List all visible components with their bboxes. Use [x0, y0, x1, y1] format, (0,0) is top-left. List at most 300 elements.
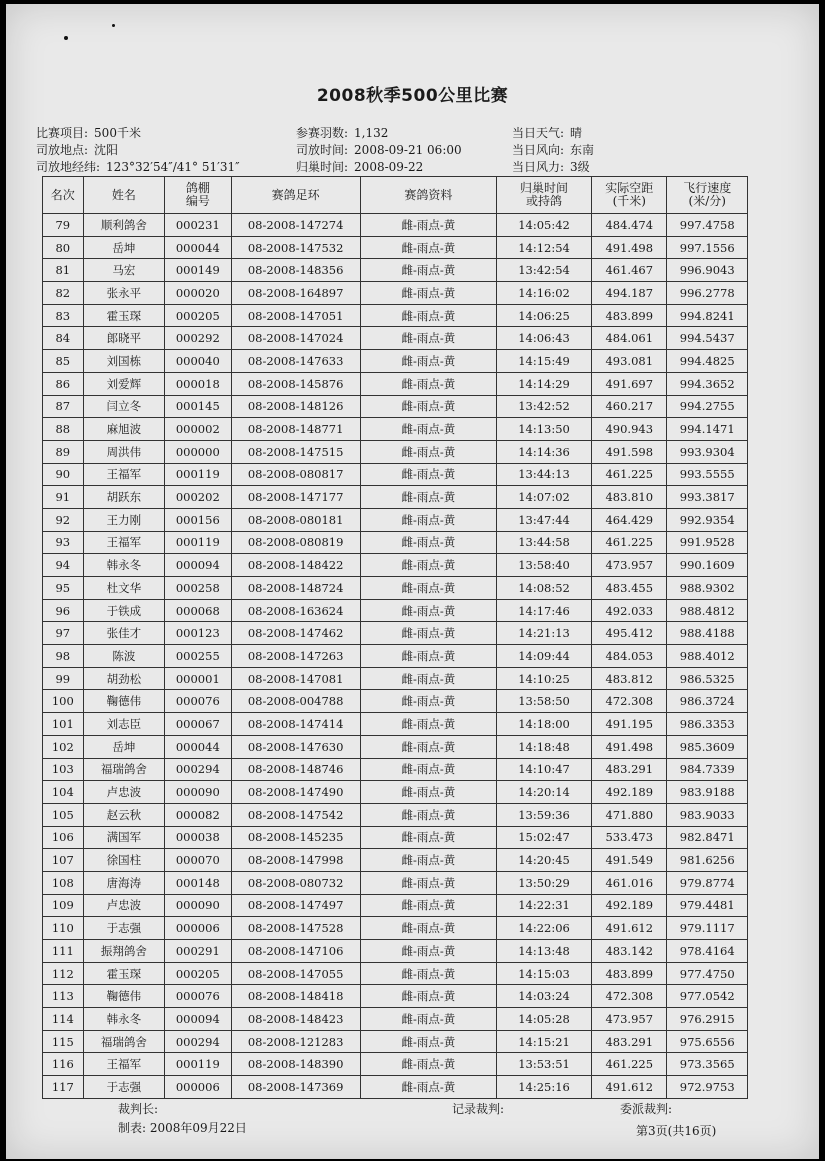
cell-pigeon-info: 雌-雨点-黄	[360, 418, 496, 441]
cell-rank: 93	[43, 531, 84, 554]
cell-distance: 491.697	[592, 372, 667, 395]
cell-loft-id: 000067	[165, 713, 232, 736]
cell-loft-id: 000205	[165, 962, 232, 985]
cell-arrival-time: 15:02:47	[497, 826, 592, 849]
cell-ring-number: 08-2008-148423	[231, 1008, 360, 1031]
cell-rank: 92	[43, 508, 84, 531]
cell-ring-number: 08-2008-147263	[231, 645, 360, 668]
cell-speed: 990.1609	[667, 554, 748, 577]
cell-arrival-time: 14:03:24	[497, 985, 592, 1008]
cell-ring-number: 08-2008-145235	[231, 826, 360, 849]
cell-arrival-time: 14:20:14	[497, 781, 592, 804]
cell-speed: 982.8471	[667, 826, 748, 849]
cell-pigeon-info: 雌-雨点-黄	[360, 690, 496, 713]
cell-loft-id: 000076	[165, 985, 232, 1008]
table-row	[43, 304, 748, 327]
cell-speed: 994.4825	[667, 350, 748, 373]
cell-loft-id: 000291	[165, 940, 232, 963]
cell-name: 徐国柱	[83, 849, 164, 872]
cell-pigeon-info: 雌-雨点-黄	[360, 259, 496, 282]
cell-name: 顺利鸽舍	[83, 214, 164, 237]
cell-name: 唐海涛	[83, 871, 164, 894]
cell-speed: 988.4812	[667, 599, 748, 622]
cell-name: 王力刚	[83, 508, 164, 531]
cell-pigeon-info: 雌-雨点-黄	[360, 463, 496, 486]
cell-loft-id: 000068	[165, 599, 232, 622]
cell-pigeon-info: 雌-雨点-黄	[360, 554, 496, 577]
column-header-name: 姓名	[83, 177, 164, 214]
cell-distance: 494.187	[592, 282, 667, 305]
cell-pigeon-info: 雌-雨点-黄	[360, 577, 496, 600]
cell-pigeon-info: 雌-雨点-黄	[360, 599, 496, 622]
column-header-ring-number: 赛鸽足环	[231, 177, 360, 214]
cell-distance: 460.217	[592, 395, 667, 418]
cell-rank: 105	[43, 803, 84, 826]
cell-arrival-time: 14:18:00	[497, 713, 592, 736]
cell-pigeon-info: 雌-雨点-黄	[360, 803, 496, 826]
table-row	[43, 1030, 748, 1053]
table-row	[43, 735, 748, 758]
table-row	[43, 350, 748, 373]
cell-ring-number: 08-2008-147633	[231, 350, 360, 373]
cell-loft-id: 000255	[165, 645, 232, 668]
cell-distance: 473.957	[592, 554, 667, 577]
cell-name: 陈波	[83, 645, 164, 668]
table-row	[43, 418, 748, 441]
cell-ring-number: 08-2008-147055	[231, 962, 360, 985]
cell-rank: 83	[43, 304, 84, 327]
cell-distance: 483.291	[592, 1030, 667, 1053]
cell-arrival-time: 13:59:36	[497, 803, 592, 826]
cell-ring-number: 08-2008-148771	[231, 418, 360, 441]
cell-distance: 491.498	[592, 735, 667, 758]
cell-distance: 483.291	[592, 758, 667, 781]
cell-distance: 483.810	[592, 486, 667, 509]
info-label: 司放地经纬:	[36, 160, 101, 174]
cell-ring-number: 08-2008-147497	[231, 894, 360, 917]
cell-distance: 492.189	[592, 781, 667, 804]
cell-speed: 985.3609	[667, 735, 748, 758]
cell-ring-number: 08-2008-148422	[231, 554, 360, 577]
cell-name: 王福军	[83, 463, 164, 486]
cell-name: 刘爱辉	[83, 372, 164, 395]
cell-distance: 472.308	[592, 690, 667, 713]
cell-arrival-time: 13:47:44	[497, 508, 592, 531]
cell-arrival-time: 14:14:29	[497, 372, 592, 395]
cell-ring-number: 08-2008-147515	[231, 440, 360, 463]
cell-name: 霍玉琛	[83, 962, 164, 985]
cell-name: 于志强	[83, 917, 164, 940]
cell-ring-number: 08-2008-121283	[231, 1030, 360, 1053]
cell-loft-id: 000258	[165, 577, 232, 600]
cell-pigeon-info: 雌-雨点-黄	[360, 350, 496, 373]
results-body	[43, 214, 748, 1099]
cell-distance: 533.473	[592, 826, 667, 849]
table-row	[43, 826, 748, 849]
cell-arrival-time: 14:22:31	[497, 894, 592, 917]
table-row	[43, 622, 748, 645]
cell-name: 振翔鸽舍	[83, 940, 164, 963]
cell-pigeon-info: 雌-雨点-黄	[360, 508, 496, 531]
cell-ring-number: 08-2008-148356	[231, 259, 360, 282]
cell-pigeon-info: 雌-雨点-黄	[360, 214, 496, 237]
cell-pigeon-info: 雌-雨点-黄	[360, 962, 496, 985]
cell-name: 卢忠波	[83, 781, 164, 804]
cell-name: 王福军	[83, 1053, 164, 1076]
cell-name: 麻旭波	[83, 418, 164, 441]
cell-arrival-time: 14:06:43	[497, 327, 592, 350]
cell-speed: 979.8774	[667, 871, 748, 894]
cell-arrival-time: 14:18:48	[497, 735, 592, 758]
cell-arrival-time: 14:06:25	[497, 304, 592, 327]
cell-loft-id: 000070	[165, 849, 232, 872]
cell-arrival-time: 14:05:42	[497, 214, 592, 237]
cell-distance: 493.081	[592, 350, 667, 373]
cell-distance: 461.225	[592, 463, 667, 486]
table-row	[43, 282, 748, 305]
column-header-speed: 飞行速度 (米/分)	[667, 177, 748, 214]
cell-pigeon-info: 雌-雨点-黄	[360, 1008, 496, 1031]
cell-speed: 996.2778	[667, 282, 748, 305]
cell-loft-id: 000156	[165, 508, 232, 531]
cell-arrival-time: 14:13:48	[497, 940, 592, 963]
cell-speed: 983.9033	[667, 803, 748, 826]
column-header-pigeon-info: 赛鸽资料	[360, 177, 496, 214]
cell-arrival-time: 14:05:28	[497, 1008, 592, 1031]
cell-loft-id: 000145	[165, 395, 232, 418]
cell-rank: 116	[43, 1053, 84, 1076]
cell-distance: 483.455	[592, 577, 667, 600]
cell-rank: 111	[43, 940, 84, 963]
table-row	[43, 645, 748, 668]
table-row	[43, 985, 748, 1008]
cell-name: 刘国栋	[83, 350, 164, 373]
info-value: 2008-09-21 06:00	[354, 143, 462, 157]
cell-speed: 978.4164	[667, 940, 748, 963]
cell-rank: 86	[43, 372, 84, 395]
cell-distance: 471.880	[592, 803, 667, 826]
cell-pigeon-info: 雌-雨点-黄	[360, 236, 496, 259]
cell-ring-number: 08-2008-148724	[231, 577, 360, 600]
table-row	[43, 440, 748, 463]
table-row	[43, 871, 748, 894]
info-label: 当日风向:	[512, 143, 565, 157]
cell-pigeon-info: 雌-雨点-黄	[360, 1076, 496, 1099]
cell-distance: 461.016	[592, 871, 667, 894]
cell-ring-number: 08-2008-147106	[231, 940, 360, 963]
cell-ring-number: 08-2008-147051	[231, 304, 360, 327]
cell-arrival-time: 13:44:13	[497, 463, 592, 486]
table-row	[43, 236, 748, 259]
table-row	[43, 486, 748, 509]
cell-ring-number: 08-2008-148126	[231, 395, 360, 418]
cell-name: 胡劲松	[83, 667, 164, 690]
cell-speed: 994.1471	[667, 418, 748, 441]
info-entries	[296, 124, 388, 141]
table-header-row	[43, 177, 748, 214]
cell-loft-id: 000044	[165, 236, 232, 259]
info-value: 东南	[570, 143, 595, 157]
table-row	[43, 917, 748, 940]
cell-loft-id: 000000	[165, 440, 232, 463]
cell-distance: 473.957	[592, 1008, 667, 1031]
info-weather	[512, 124, 582, 141]
cell-arrival-time: 13:42:54	[497, 259, 592, 282]
cell-pigeon-info: 雌-雨点-黄	[360, 282, 496, 305]
cell-name: 霍玉琛	[83, 304, 164, 327]
column-header-arrival-time: 归巢时间 或持鸽	[497, 177, 592, 214]
cell-ring-number: 08-2008-147490	[231, 781, 360, 804]
cell-arrival-time: 14:13:50	[497, 418, 592, 441]
cell-loft-id: 000006	[165, 917, 232, 940]
cell-ring-number: 08-2008-147462	[231, 622, 360, 645]
cell-rank: 107	[43, 849, 84, 872]
cell-arrival-time: 13:53:51	[497, 1053, 592, 1076]
cell-arrival-time: 14:17:46	[497, 599, 592, 622]
cell-name: 于志强	[83, 1076, 164, 1099]
cell-speed: 996.9043	[667, 259, 748, 282]
cell-rank: 89	[43, 440, 84, 463]
info-value: 500千米	[94, 126, 141, 140]
cell-arrival-time: 14:21:13	[497, 622, 592, 645]
cell-arrival-time: 13:42:52	[497, 395, 592, 418]
cell-speed: 977.0542	[667, 985, 748, 1008]
cell-speed: 991.9528	[667, 531, 748, 554]
cell-ring-number: 08-2008-147630	[231, 735, 360, 758]
cell-pigeon-info: 雌-雨点-黄	[360, 713, 496, 736]
cell-rank: 110	[43, 917, 84, 940]
table-row	[43, 940, 748, 963]
cell-rank: 79	[43, 214, 84, 237]
cell-loft-id: 000040	[165, 350, 232, 373]
cell-loft-id: 000038	[165, 826, 232, 849]
cell-rank: 82	[43, 282, 84, 305]
cell-loft-id: 000292	[165, 327, 232, 350]
cell-distance: 491.498	[592, 236, 667, 259]
cell-ring-number: 08-2008-164897	[231, 282, 360, 305]
cell-name: 张佳才	[83, 622, 164, 645]
cell-rank: 90	[43, 463, 84, 486]
cell-name: 韩永冬	[83, 554, 164, 577]
cell-speed: 992.9354	[667, 508, 748, 531]
cell-distance: 484.061	[592, 327, 667, 350]
cell-arrival-time: 13:50:29	[497, 871, 592, 894]
cell-loft-id: 000044	[165, 735, 232, 758]
cell-distance: 483.899	[592, 304, 667, 327]
cell-ring-number: 08-2008-147998	[231, 849, 360, 872]
cell-distance: 483.899	[592, 962, 667, 985]
cell-pigeon-info: 雌-雨点-黄	[360, 304, 496, 327]
cell-arrival-time: 14:10:47	[497, 758, 592, 781]
cell-pigeon-info: 雌-雨点-黄	[360, 1030, 496, 1053]
cell-distance: 491.612	[592, 917, 667, 940]
info-label: 当日风力:	[512, 160, 565, 174]
cell-distance: 461.225	[592, 531, 667, 554]
cell-distance: 484.474	[592, 214, 667, 237]
cell-loft-id: 000018	[165, 372, 232, 395]
cell-arrival-time: 14:22:06	[497, 917, 592, 940]
cell-arrival-time: 14:08:52	[497, 577, 592, 600]
cell-name: 郎晓平	[83, 327, 164, 350]
info-label: 司放地点:	[36, 143, 89, 157]
cell-pigeon-info: 雌-雨点-黄	[360, 395, 496, 418]
table-row	[43, 463, 748, 486]
cell-speed: 986.3724	[667, 690, 748, 713]
cell-pigeon-info: 雌-雨点-黄	[360, 758, 496, 781]
cell-ring-number: 08-2008-080817	[231, 463, 360, 486]
cell-ring-number: 08-2008-004788	[231, 690, 360, 713]
cell-rank: 85	[43, 350, 84, 373]
cell-ring-number: 08-2008-147274	[231, 214, 360, 237]
cell-speed: 994.2755	[667, 395, 748, 418]
info-wind-direction	[512, 141, 594, 158]
cell-pigeon-info: 雌-雨点-黄	[360, 871, 496, 894]
cell-loft-id: 000119	[165, 463, 232, 486]
cell-loft-id: 000148	[165, 871, 232, 894]
table-row	[43, 599, 748, 622]
cell-arrival-time: 14:16:02	[497, 282, 592, 305]
cell-distance: 491.549	[592, 849, 667, 872]
table-row	[43, 372, 748, 395]
cell-loft-id: 000123	[165, 622, 232, 645]
table-row	[43, 758, 748, 781]
cell-pigeon-info: 雌-雨点-黄	[360, 894, 496, 917]
cell-rank: 100	[43, 690, 84, 713]
cell-speed: 983.9188	[667, 781, 748, 804]
cell-loft-id: 000149	[165, 259, 232, 282]
cell-pigeon-info: 雌-雨点-黄	[360, 781, 496, 804]
table-row	[43, 1076, 748, 1099]
cell-rank: 84	[43, 327, 84, 350]
cell-ring-number: 08-2008-080181	[231, 508, 360, 531]
table-row	[43, 327, 748, 350]
cell-ring-number: 08-2008-147414	[231, 713, 360, 736]
cell-loft-id: 000119	[165, 531, 232, 554]
cell-name: 闫立冬	[83, 395, 164, 418]
cell-ring-number: 08-2008-145876	[231, 372, 360, 395]
info-label: 归巢时间:	[296, 160, 349, 174]
cell-arrival-time: 13:44:58	[497, 531, 592, 554]
cell-name: 满国军	[83, 826, 164, 849]
cell-pigeon-info: 雌-雨点-黄	[360, 917, 496, 940]
cell-rank: 80	[43, 236, 84, 259]
cell-speed: 976.2915	[667, 1008, 748, 1031]
cell-speed: 993.5555	[667, 463, 748, 486]
cell-speed: 981.6256	[667, 849, 748, 872]
cell-distance: 492.033	[592, 599, 667, 622]
cell-distance: 464.429	[592, 508, 667, 531]
cell-rank: 94	[43, 554, 84, 577]
cell-rank: 115	[43, 1030, 84, 1053]
cell-speed: 984.7339	[667, 758, 748, 781]
cell-loft-id: 000294	[165, 1030, 232, 1053]
cell-rank: 91	[43, 486, 84, 509]
cell-name: 福瑞鸽舍	[83, 758, 164, 781]
cell-distance: 495.412	[592, 622, 667, 645]
cell-rank: 109	[43, 894, 84, 917]
cell-loft-id: 000090	[165, 894, 232, 917]
cell-distance: 491.598	[592, 440, 667, 463]
cell-rank: 112	[43, 962, 84, 985]
cell-rank: 102	[43, 735, 84, 758]
table-row	[43, 962, 748, 985]
cell-arrival-time: 14:10:25	[497, 667, 592, 690]
cell-pigeon-info: 雌-雨点-黄	[360, 327, 496, 350]
cell-distance: 491.195	[592, 713, 667, 736]
info-label: 比赛项目:	[36, 126, 89, 140]
cell-name: 于铁成	[83, 599, 164, 622]
table-row	[43, 577, 748, 600]
cell-name: 福瑞鸽舍	[83, 1030, 164, 1053]
cell-arrival-time: 14:12:54	[497, 236, 592, 259]
cell-rank: 106	[43, 826, 84, 849]
cell-rank: 108	[43, 871, 84, 894]
results-table	[42, 176, 748, 1099]
cell-loft-id: 000202	[165, 486, 232, 509]
info-release-place	[36, 141, 118, 158]
cell-rank: 101	[43, 713, 84, 736]
cell-rank: 99	[43, 667, 84, 690]
table-row	[43, 781, 748, 804]
cell-arrival-time: 14:15:03	[497, 962, 592, 985]
cell-rank: 97	[43, 622, 84, 645]
cell-name: 杜文华	[83, 577, 164, 600]
cell-ring-number: 08-2008-147528	[231, 917, 360, 940]
cell-pigeon-info: 雌-雨点-黄	[360, 440, 496, 463]
cell-name: 周洪伟	[83, 440, 164, 463]
cell-speed: 988.4188	[667, 622, 748, 645]
cell-loft-id: 000082	[165, 803, 232, 826]
cell-pigeon-info: 雌-雨点-黄	[360, 849, 496, 872]
scan-speck	[112, 24, 115, 27]
cell-ring-number: 08-2008-080819	[231, 531, 360, 554]
cell-speed: 988.4012	[667, 645, 748, 668]
cell-rank: 103	[43, 758, 84, 781]
cell-distance: 483.142	[592, 940, 667, 963]
cell-pigeon-info: 雌-雨点-黄	[360, 372, 496, 395]
cell-pigeon-info: 雌-雨点-黄	[360, 667, 496, 690]
table-row	[43, 395, 748, 418]
cell-name: 张永平	[83, 282, 164, 305]
cell-speed: 975.6556	[667, 1030, 748, 1053]
cell-speed: 994.3652	[667, 372, 748, 395]
cell-pigeon-info: 雌-雨点-黄	[360, 985, 496, 1008]
info-value: 1,132	[354, 126, 389, 140]
table-row	[43, 849, 748, 872]
cell-speed: 979.1117	[667, 917, 748, 940]
cell-distance: 472.308	[592, 985, 667, 1008]
info-coordinates	[36, 158, 240, 175]
cell-loft-id: 000002	[165, 418, 232, 441]
cell-arrival-time: 14:09:44	[497, 645, 592, 668]
cell-loft-id: 000205	[165, 304, 232, 327]
cell-ring-number: 08-2008-148390	[231, 1053, 360, 1076]
cell-pigeon-info: 雌-雨点-黄	[360, 1053, 496, 1076]
cell-loft-id: 000001	[165, 667, 232, 690]
cell-distance: 461.225	[592, 1053, 667, 1076]
cell-speed: 986.3353	[667, 713, 748, 736]
cell-pigeon-info: 雌-雨点-黄	[360, 940, 496, 963]
cell-rank: 96	[43, 599, 84, 622]
cell-ring-number: 08-2008-148418	[231, 985, 360, 1008]
table-row	[43, 894, 748, 917]
cell-arrival-time: 14:25:16	[497, 1076, 592, 1099]
table-row	[43, 1008, 748, 1031]
column-header-loft-id: 鸽棚 编号	[165, 177, 232, 214]
cell-pigeon-info: 雌-雨点-黄	[360, 531, 496, 554]
cell-speed: 973.3565	[667, 1053, 748, 1076]
table-row	[43, 531, 748, 554]
